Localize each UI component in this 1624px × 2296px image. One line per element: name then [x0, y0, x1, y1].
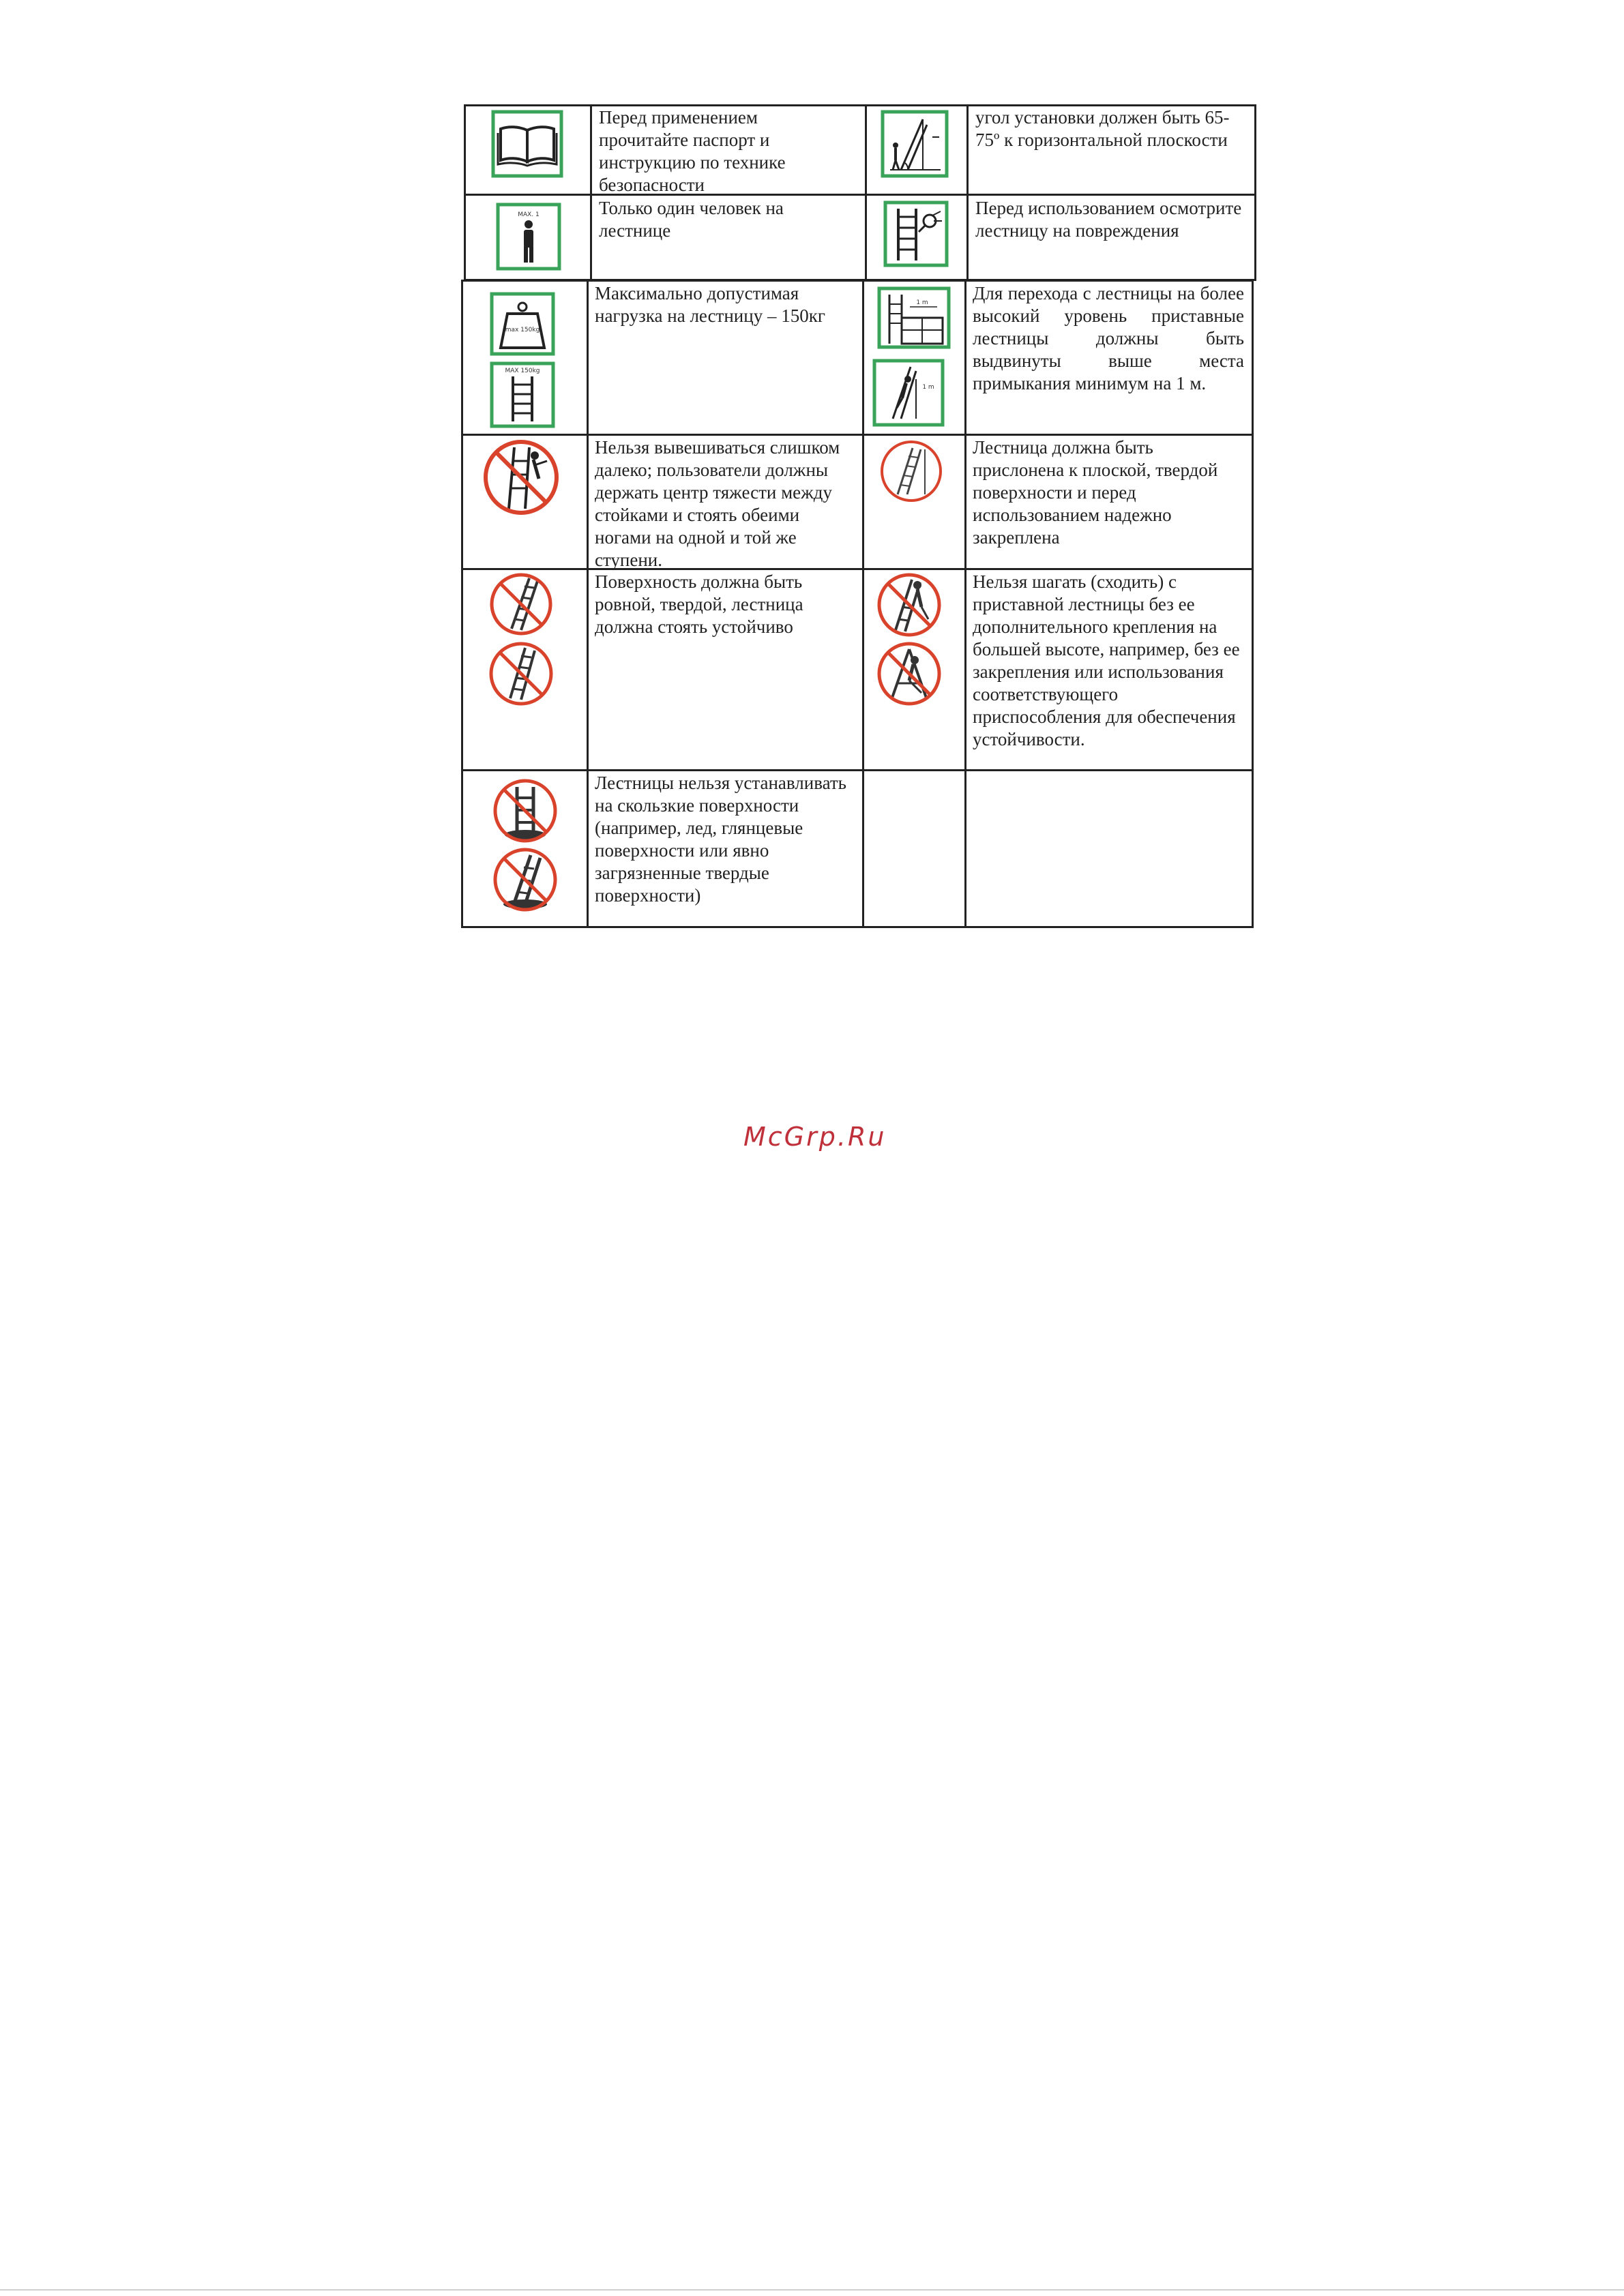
table-divider — [590, 104, 592, 281]
manual-book-icon — [491, 110, 563, 178]
bottom-rule — [0, 2289, 1624, 2291]
max-load-weight-label: max 150kg — [505, 327, 540, 333]
extension-climb-icon — [872, 359, 945, 427]
instruction-extend-1m: Для перехода с лестницы на более высокий уровень приставные лестницы должны быть выдвинуты выше места примыкания минимум на 1 м. — [973, 283, 1244, 393]
table-divider — [461, 434, 1254, 436]
max-load-ladder-label: MAX 150kg — [505, 368, 540, 374]
no-overreach-icon — [480, 436, 562, 518]
table-divider — [587, 280, 589, 928]
unstable-ladder-icon — [487, 640, 555, 708]
one-meter-label: 1 m — [922, 384, 934, 391]
watermark: McGrp.Ru — [743, 1122, 887, 1152]
instruction-one-person: Только один человек на лестнице — [599, 198, 784, 241]
extension-height-icon — [877, 286, 951, 349]
lean-flat-icon — [877, 438, 945, 504]
instruction-level-surface: Поверхность должна быть ровной, твердой, лестница должна стоять устойчиво — [595, 571, 803, 637]
uneven-surface-icon — [487, 571, 555, 637]
table-divider — [865, 104, 867, 281]
ladder-angle-icon — [881, 110, 949, 178]
table-divider — [862, 280, 864, 928]
one-person-icon — [496, 203, 561, 271]
table-divider — [964, 280, 966, 928]
instruction-no-step-off: Нельзя шагать (сходить) с приставной лестницы без ее дополнительного крепления на большей высоте, например, без ее закрепления или использования соответствующего приспособления для обеспечения устойчивости. — [973, 571, 1240, 749]
instruction-max-load: Максимально допустимая нагрузка на лестницу – 150кг — [595, 283, 825, 326]
no-step-over-icon — [875, 640, 943, 708]
instruction-read-manual: Перед применением прочитайте паспорт и инструкцию по технике безопасности — [599, 107, 786, 195]
instruction-no-overreach: Нельзя вывешиваться слишком далеко; пользователи должны держать центр тяжести между стойками и стоять обеими ногами на одной и той же ступени. — [595, 437, 840, 570]
table-divider — [461, 769, 1254, 771]
one-meter-label: 1 m — [916, 299, 928, 306]
instruction-inspect: Перед использованием осмотрите лестницу на повреждения — [975, 198, 1242, 241]
no-slippery-surface-icon — [491, 846, 559, 914]
instruction-angle: угол установки должен быть 65-75º к горизонтальной плоскости — [975, 107, 1230, 150]
weight-icon — [490, 292, 555, 356]
table-divider — [464, 194, 1256, 196]
max-persons-label: MAX. 1 — [518, 211, 540, 218]
table-divider — [966, 104, 969, 281]
no-slippery-ice-icon — [491, 777, 559, 844]
instruction-lean-flat: Лестница должна быть прислонена к плоской, твердой поверхности и перед использованием надежно закреплена — [973, 437, 1218, 548]
inspect-ladder-icon — [883, 200, 949, 267]
instruction-no-slippery: Лестницы нельзя устанавливать на скользкие поверхности (например, лед, глянцевые поверхности или явно загрязненные твердые поверхности) — [595, 773, 846, 906]
no-step-off-icon — [875, 571, 943, 638]
ladder-load-icon — [490, 361, 555, 428]
